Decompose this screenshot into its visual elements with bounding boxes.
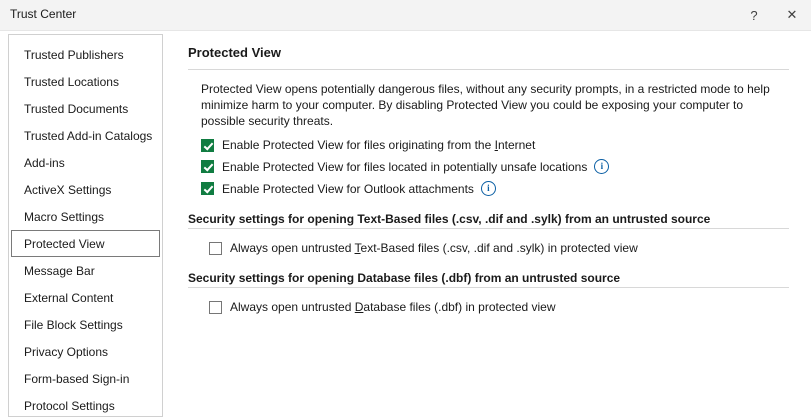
sidebar-item-trusted-add-in-catalogs[interactable]: Trusted Add-in Catalogs [24,129,153,143]
title-bar [0,0,811,31]
checkbox-row-text-based[interactable] [209,241,789,255]
accel-char: T [354,241,361,255]
checkbox-text-based[interactable] [209,242,222,255]
checkbox-row-outlook-attachments[interactable] [201,181,789,196]
sidebar-item-trusted-documents[interactable]: Trusted Documents [24,102,129,116]
checkbox-row-internet[interactable] [201,138,789,152]
sidebar-item-macro-settings[interactable]: Macro Settings [24,210,105,224]
info-icon[interactable]: i [594,159,609,174]
sidebar-item-message-bar[interactable]: Message Bar [24,264,95,278]
section-heading-text-based: Security settings for opening Text-Based files (.csv, .dif and .sylk) from an untrusted source [188,212,711,226]
accel-char: D [354,300,364,314]
settings-panel [163,31,811,420]
sidebar-item-protected-view[interactable]: Protected View [11,230,160,257]
checkbox-internet[interactable] [201,139,214,152]
checkbox-unsafe-locations[interactable] [201,160,214,173]
checkbox-row-database[interactable] [209,300,789,314]
checkbox-label-text-based: Always open untrusted Text-Based files (.csv, .dif and .sylk) in protected view [230,241,638,255]
sidebar-item-file-block-settings[interactable]: File Block Settings [24,318,123,332]
window-controls [735,0,811,30]
title-divider [188,69,789,70]
checkbox-label-unsafe-locations: Enable Protected View for files located in potentially unsafe locations [222,159,588,174]
panel-description: Protected View opens potentially dangerous files, without any security prompts, in a restricted mode to help minimize harm to your computer. By disabling Protected View you could be exposing your computer to possible security threats. [201,82,770,128]
sidebar-item-add-ins[interactable]: Add-ins [24,156,65,170]
section-divider [188,287,789,288]
sidebar-item-privacy-options[interactable]: Privacy Options [24,345,109,359]
help-icon[interactable]: ? [750,7,758,23]
checkbox-row-unsafe-locations[interactable] [201,159,789,174]
page-title: Protected View [188,45,281,60]
sidebar-item-activex-settings[interactable]: ActiveX Settings [24,183,112,197]
dialog-body [0,31,811,420]
sidebar-item-external-content[interactable]: External Content [24,291,114,305]
window-title: Trust Center [10,7,77,21]
close-icon[interactable]: ✕ [786,7,798,22]
checkbox-database[interactable] [209,301,222,314]
sidebar-item-protocol-settings[interactable]: Protocol Settings [24,399,115,413]
sidebar-item-trusted-publishers[interactable]: Trusted Publishers [24,48,124,62]
section-heading-database: Security settings for opening Database files (.dbf) from an untrusted source [188,271,621,285]
sidebar-item-form-based-sign-in[interactable]: Form-based Sign-in [24,372,130,386]
checkbox-label-outlook-attachments: Enable Protected View for Outlook attachments [222,181,474,196]
checkbox-outlook-attachments[interactable] [201,182,214,195]
checkbox-label-database: Always open untrusted Database files (.dbf) in protected view [230,300,556,314]
category-list [8,34,163,417]
accel-char: I [494,138,498,152]
sidebar-item-trusted-locations[interactable]: Trusted Locations [24,75,119,89]
info-icon[interactable]: i [481,181,496,196]
checkbox-label-internet: Enable Protected View for files originating from the Internet [222,138,536,152]
section-divider [188,228,789,229]
